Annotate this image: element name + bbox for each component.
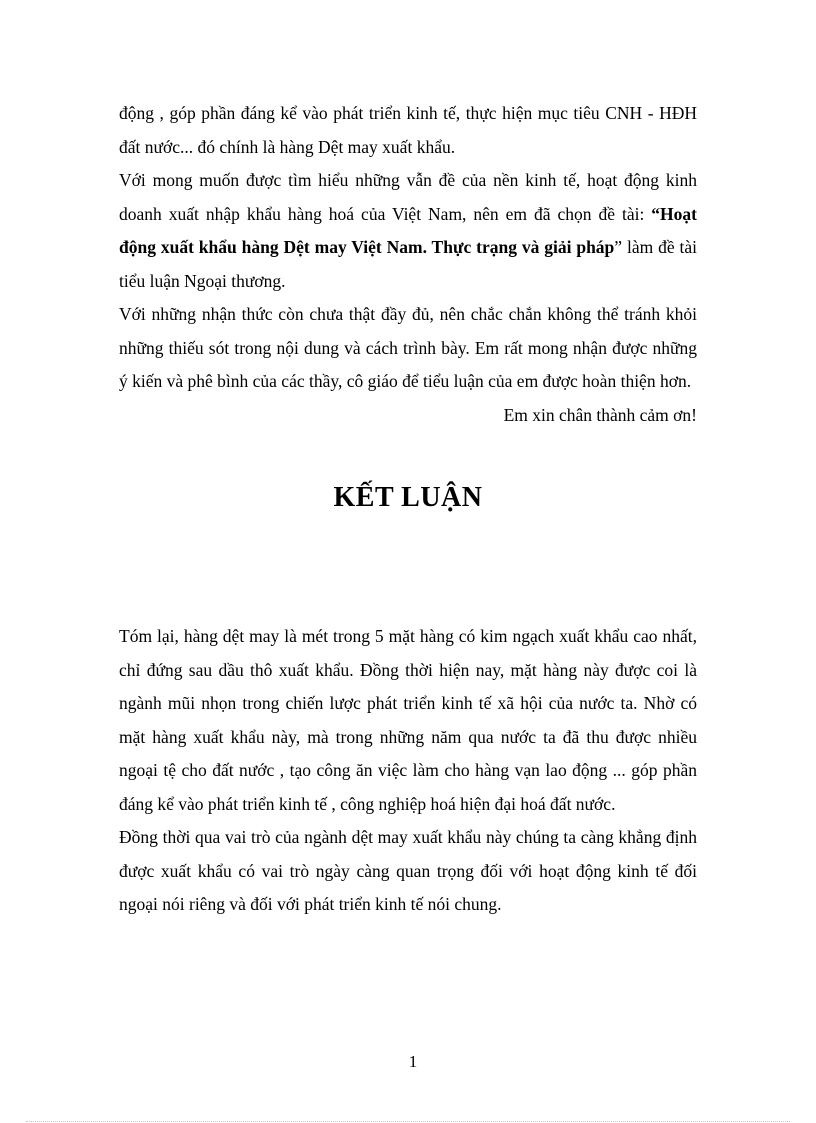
page-bottom-divider	[26, 1121, 790, 1122]
intro-paragraph-3: Với những nhận thức còn chưa thật đầy đủ, nên chắc chắn không thể tránh khỏi những thiếu sót trong nội dung và cách trình bày. Em rất mong nhận được những ý kiến và phê bình của các thầy, cô giáo để tiểu luận của em được hoàn thiện hơn.	[119, 304, 697, 391]
page-number: 1	[408, 1052, 418, 1071]
intro-section	[119, 97, 697, 432]
conclusion-section	[119, 620, 697, 922]
thesis-title: “Hoạt động xuất khẩu hàng Dệt may Việt Nam. Thực trạng và giải pháp	[119, 203, 697, 257]
intro-paragraph-2-lead: Với mong muốn được tìm hiểu những vẫn đề của nền kinh tế, hoạt động kinh doanh xuất nhập khẩu hàng hoá của Việt Nam, nên em đã chọn đề tài:	[119, 170, 697, 224]
intro-paragraph-1: động , góp phần đáng kể vào phát triển kinh tế, thực hiện mục tiêu CNH - HĐH đất nước... đó chính là hàng Dệt may xuất khẩu.	[119, 103, 697, 157]
conclusion-paragraph-2: Đồng thời qua vai trò của ngành dệt may xuất khẩu này chúng ta càng khẳng định được xuất khẩu có vai trò ngày càng quan trọng đối với hoạt động kinh tế đối ngoại nói riêng và đối với phát triển kinh tế nói chung.	[119, 827, 697, 914]
conclusion-heading: KẾT LUẬN	[333, 482, 483, 513]
intro-paragraph-2	[119, 164, 697, 298]
sign-off: Em xin chân thành cảm ơn!	[503, 404, 697, 425]
intro-paragraph-2-tail: ” làm đề tài tiểu luận Ngoại thương.	[119, 237, 697, 291]
conclusion-paragraph-1: Tóm lại, hàng dệt may là mét trong 5 mặt hàng có kim ngạch xuất khẩu cao nhất, chỉ đứng sau dầu thô xuất khẩu. Đồng thời hiện nay, mặt hàng này được coi là ngành mũi nhọn trong chiến lược phát triển kinh tế xã hội của nước ta. Nhờ có mặt hàng xuất khẩu này, mà trong những năm qua nước ta đã thu được nhiều ngoại tệ cho đất nước , tạo công ăn việc làm cho hàng vạn lao động ... góp phần đáng kể vào phát triển kinh tế , công nghiệp hoá hiện đại hoá đất nước.	[119, 626, 697, 814]
